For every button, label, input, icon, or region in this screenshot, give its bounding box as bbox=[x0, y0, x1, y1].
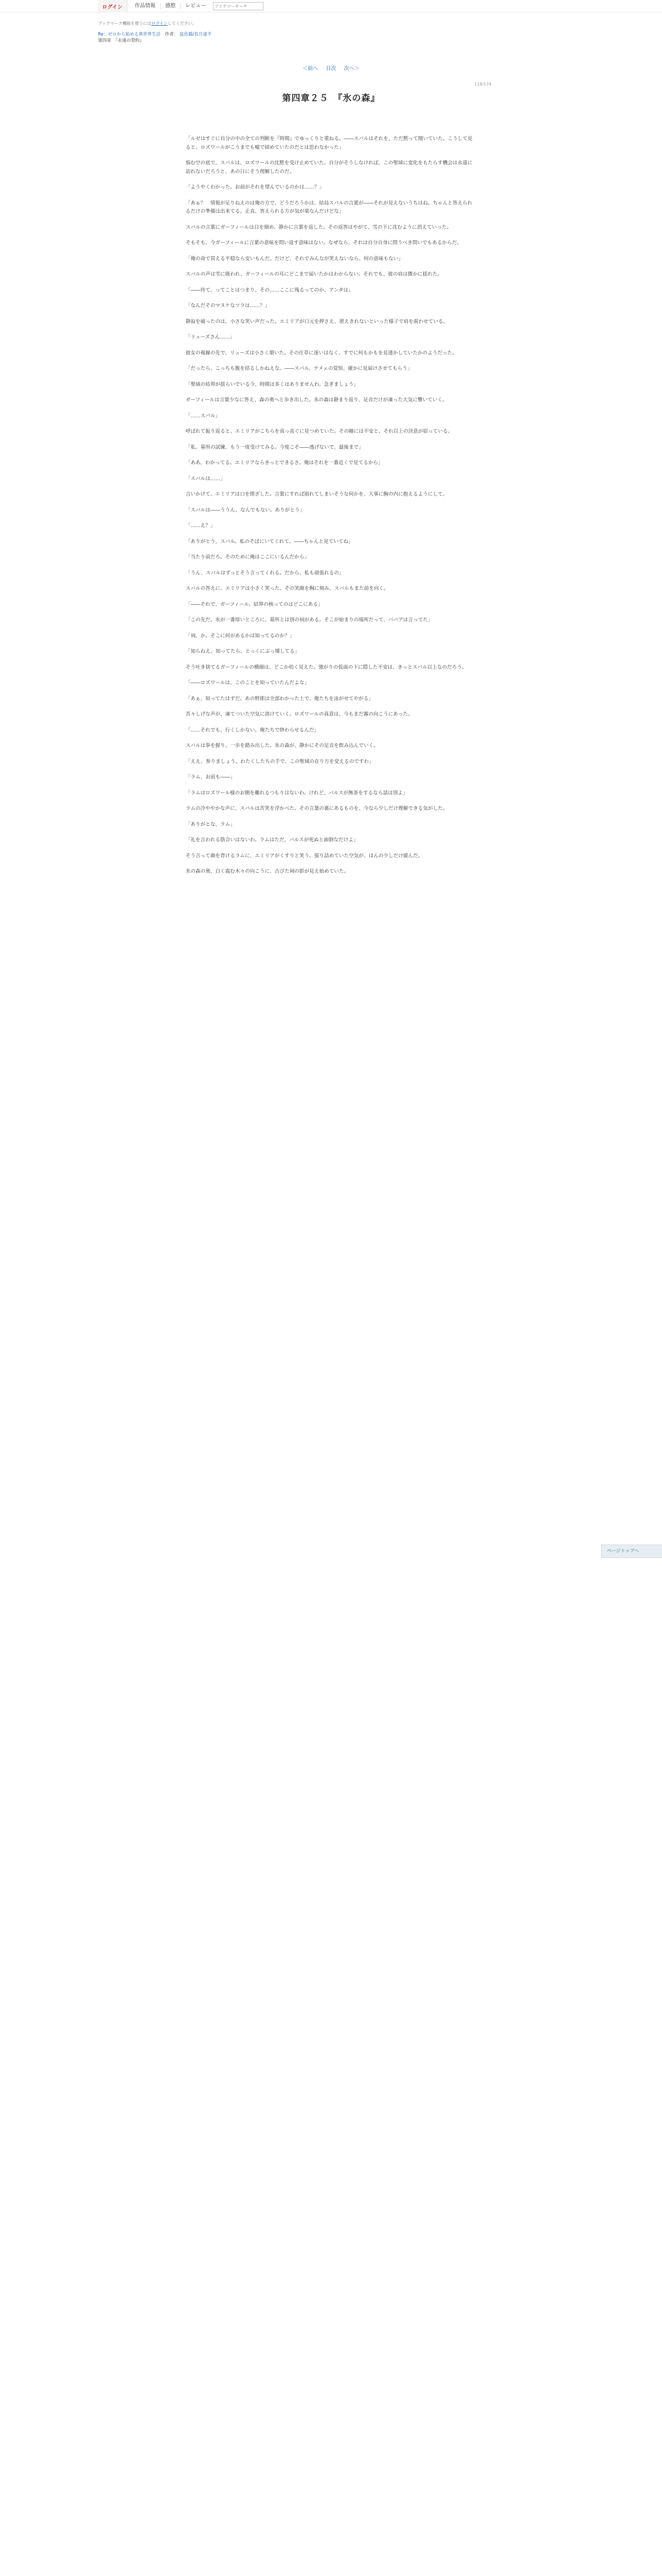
novel-paragraph: 呼ばれて振り返ると、エミリアがこちらを真っ直ぐに見つめていた。その瞳には不安と、それ以上の決意が宿っている。 bbox=[186, 429, 453, 434]
novel-paragraph: 「……え？」 bbox=[186, 523, 216, 529]
novel-paragraph: 言いかけて、エミリアは口を閉ざした。言葉にすれば崩れてしまいそうな何かを、大事に胸の内に抱えるようにして。 bbox=[186, 492, 448, 497]
novel-paragraph: そう言って顔を背けるラムに、エミリアがくすりと笑う。張り詰めていた空気が、ほんの少しだけ緩んだ。 bbox=[186, 853, 423, 859]
novel-paragraph: ラムの冷ややかな声に、スバルは苦笑を浮かべた。その言葉の裏にあるものを、今なら少しだけ理解できる気がした。 bbox=[186, 806, 448, 811]
novel-paragraph: 「ええ、参りましょう。わたくしたちの手で、この聖域の在り方を変えるのですわ」 bbox=[186, 758, 374, 765]
novel-paragraph: 「――待て、ってことはつまり、その……ここに残るってのか、アンタは」 bbox=[186, 287, 354, 293]
novel-paragraph: 「だったら、こっちも腹を括るしかねえな。――スバル、テメェの覚悟、確かに見届けさせてもらう」 bbox=[186, 366, 412, 371]
novel-paragraph: 悩む空の底で、スバルは、ロズワールの沈黙を受け止めていた。自分がそうしなければ、この聖域に変化をもたらす機会は永遠に訪れないだろうと、あの日にそう理解したのだ。 bbox=[186, 160, 473, 175]
toc-link[interactable]: 目次 bbox=[326, 66, 336, 72]
page-top-button[interactable]: ページトップへ bbox=[601, 1545, 662, 1558]
novel-paragraph: そう吐き捨てるガーフィールの横顔は、どこか幼く見えた。強がりの仮面の下に隠した不安は、きっとスバル以上なのだろう。 bbox=[186, 664, 467, 670]
novel-paragraph: 「ラム、お前も――」 bbox=[186, 774, 236, 780]
novel-meta bbox=[98, 31, 212, 44]
novel-paragraph: スバルの声は雪に吸われ、ガーフィールの耳にどこまで届いたかはわからない。それでも、彼の肩は微かに揺れた。 bbox=[186, 272, 443, 277]
search-input[interactable] bbox=[213, 2, 263, 10]
top-navbar bbox=[0, 0, 662, 12]
novel-paragraph: 氷の森の奥、白く霞む木々の向こうに、古びた祠の影が見え始めていた。 bbox=[186, 869, 349, 874]
author-label: 作者： bbox=[164, 32, 178, 37]
novel-paragraph: 静寂を破ったのは、小さな笑い声だった。エミリアが口元を押さえ、堪えきれないといった様子で肩を震わせている。 bbox=[186, 318, 449, 325]
novel-paragraph: 「……それでも、行くしかない。俺たちで終わらせるんだ」 bbox=[186, 727, 319, 733]
nav-link-impressions[interactable]: 感想 bbox=[161, 3, 181, 9]
novel-paragraph: 「あぁ、知ってたはずだ。あの野郎は全部わかった上で、俺たちを泳がせてやがる」 bbox=[186, 696, 374, 702]
notice-prefix: ブックマーク機能を使うには bbox=[98, 21, 152, 26]
notice-suffix: してください。 bbox=[168, 21, 197, 26]
novel-paragraph: 「あぁ？ 情報が足りねえのは俺の方で、どうだろうかは、結局スバルの言葉が――それが見えないうちはね。ちゃんと答えられるだけの準備は出来てる。正直、答えられる方が気が楽なんだけどな」 bbox=[186, 200, 473, 214]
novel-paragraph: 彼女の視線の先で、リューズは小さく頷いた。その仕草に迷いはなく、すでに何もかもを見透かしていたかのようだった。 bbox=[186, 350, 457, 356]
login-link[interactable]: ログイン bbox=[98, 0, 127, 13]
top-navbar-inner bbox=[98, 0, 263, 12]
author-link[interactable]: 鼠色猫/長月達平 bbox=[179, 32, 212, 37]
novel-paragraph: スバルの答えに、エミリアは小さく笑った。その笑顔を胸に刻み、スバルもまた前を向く。 bbox=[186, 586, 389, 591]
novel-paragraph: 「ようやくわかった。お前がそれを望んでいるのかは……？」 bbox=[186, 184, 324, 190]
arc-title: 第四章 『永遠の契約』 bbox=[98, 38, 144, 43]
novel-paragraph: 「ラムはロズワール様のお側を離れるつもりはないわ。けれど、バルスが無茶をするなら話は別よ」 bbox=[186, 790, 408, 796]
novel-paragraph: 「スバルは……」 bbox=[186, 476, 225, 482]
novel-paragraph: 「ありがとな、ラム」 bbox=[186, 821, 235, 827]
novel-paragraph: 「リューズさん……」 bbox=[186, 334, 235, 340]
novel-paragraph: 「当たり前だろ。そのために俺はここにいるんだから」 bbox=[186, 554, 309, 560]
chapter-pager bbox=[0, 64, 662, 72]
novel-paragraph: 「礼を言われる筋合いはないわ。ラムはただ、バルスが死ぬと面倒なだけよ」 bbox=[186, 837, 359, 843]
novel-paragraph: 「俺の命で買える平穏なら安いもんだ。だけど、それでみんなが笑えないなら、何の意味もない」 bbox=[186, 256, 404, 262]
notice-login-link[interactable]: ログイン bbox=[151, 21, 168, 26]
next-chapter-link[interactable]: 次へ＞ bbox=[344, 66, 360, 72]
nav-link-work-info[interactable]: 作品情報 bbox=[130, 3, 161, 9]
chapter-title: 第四章２５ 『氷の森』 bbox=[282, 93, 380, 104]
novel-paragraph: 「……スバル」 bbox=[186, 413, 221, 419]
novel-body bbox=[186, 135, 476, 2576]
chapter-number: 118/174 bbox=[474, 82, 492, 87]
novel-paragraph: スバルの言葉にガーフィールは目を細め、静かに言葉を返した。その返答はやがて、雪の下に沈むように消えていった。 bbox=[186, 224, 452, 230]
novel-paragraph: スバルは拳を握り、一歩を踏み出した。氷の森が、静かにその足音を飲み込んでいく。 bbox=[186, 743, 378, 749]
nav-link-reviews[interactable]: レビュー bbox=[185, 3, 206, 9]
login-notice bbox=[98, 21, 196, 26]
novel-paragraph: 「うん、スバルはずっとそう言ってくれる。だから、私も頑張れるの」 bbox=[186, 570, 344, 576]
novel-paragraph: 「知らねえ。知ってたら、とっくにぶっ壊してる」 bbox=[186, 649, 300, 654]
novel-paragraph: 「私、墓所の試練、もう一度受けてみる。今度こそ――逃げないで、最後まで」 bbox=[186, 444, 364, 450]
novel-paragraph: ガーフィールは言葉少なに答え、森の奥へと歩き出した。氷の森は静まり返り、足音だけが凍った大気に響いていく。 bbox=[186, 397, 448, 403]
novel-paragraph: 「――それで、ガーフィール。結界の核ってのはどこにある」 bbox=[186, 601, 323, 607]
novel-paragraph: 「この先だ。氷が一番厚いところに、墓所とは別の祠がある。そこが始まりの場所だって、ババアは言ってた」 bbox=[186, 617, 433, 623]
novel-paragraph: 苦々しげな声が、凍てついた空気に溶けていく。ロズワールの真意は、今もまだ霧の向こうにあった。 bbox=[186, 711, 413, 717]
novel-paragraph: 「ルゼはすぐに自分の中の全ての判断を『時間』でゆっくりと重ねる。――スバルはそれを、ただ黙って聞いていた。こうして見ると、ロズワールがこうまでも嘘で固めていたのだとは思わなかった」 bbox=[186, 136, 473, 150]
novel-paragraph: 「ありがとう、スバル。私のそばにいてくれて。――ちゃんと見ていてね」 bbox=[186, 538, 354, 545]
novel-title-link[interactable]: Re：ゼロから始める異世界生活 bbox=[98, 32, 161, 37]
prev-chapter-link[interactable]: ＜前へ bbox=[302, 66, 318, 72]
novel-paragraph: 「なんだそのマヌケなツラは……？」 bbox=[186, 303, 270, 309]
novel-paragraph: 「祠、か。そこに何があるかは知ってるのか？」 bbox=[186, 633, 295, 639]
novel-paragraph: そもそも、今ガーフィールに言葉の意味を問い返す意味はない。なぜなら、それは自分自身に問うべき問いでもあるからだ。 bbox=[186, 240, 462, 246]
novel-paragraph: 「ああ、わかってる。エミリアならきっとできるさ。俺はそれを一番近くで見てるから」 bbox=[186, 460, 383, 466]
novel-paragraph: 「スバルは――ううん、なんでもない。ありがとう」 bbox=[186, 507, 305, 513]
novel-paragraph: 「聖域の結界が揺らいでいる今、時間は多くはありませんわ。急ぎましょう」 bbox=[186, 381, 359, 387]
novel-paragraph: 「――ロズワールは、このことを知っていたんだよな」 bbox=[186, 680, 309, 686]
